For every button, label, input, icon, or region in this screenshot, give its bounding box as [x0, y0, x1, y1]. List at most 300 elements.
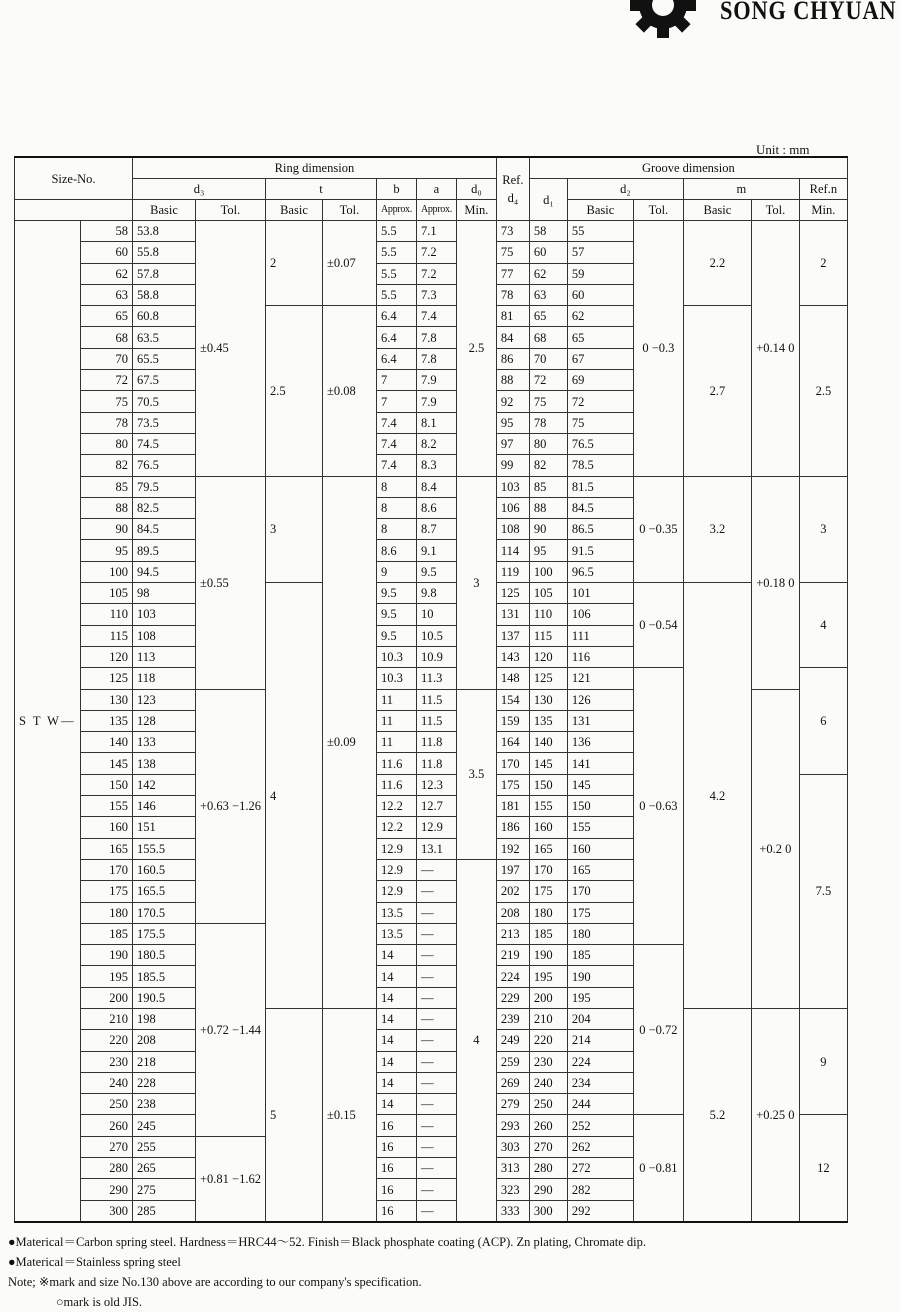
cell-d2-basic: 292 — [567, 1200, 633, 1222]
header-size-no: Size-No. — [15, 157, 133, 200]
cell-d1: 250 — [529, 1094, 567, 1115]
cell-ref-d4: 95 — [496, 412, 529, 433]
cell-size-no: 88 — [81, 497, 133, 518]
cell-t-basic: 2.5 — [265, 306, 322, 476]
cell-d3-basic: 67.5 — [133, 370, 196, 391]
cell-d2-basic: 204 — [567, 1008, 633, 1029]
cell-a-approx: — — [416, 1008, 456, 1029]
cell-b-approx: 10.3 — [376, 668, 416, 689]
note-material-stainless: ●Materical＝Stainless spring steel — [8, 1255, 181, 1269]
cell-d3-tol: ±0.55 — [196, 476, 266, 689]
cell-b-approx: 8 — [376, 519, 416, 540]
cell-a-approx: 7.2 — [416, 263, 456, 284]
cell-d3-basic: 198 — [133, 1008, 196, 1029]
cell-ref-d4: 78 — [496, 284, 529, 305]
cell-b-approx: 16 — [376, 1179, 416, 1200]
cell-size-no: 175 — [81, 881, 133, 902]
cell-d1: 110 — [529, 604, 567, 625]
cell-d1: 100 — [529, 561, 567, 582]
cell-d3-basic: 79.5 — [133, 476, 196, 497]
cell-d3-basic: 73.5 — [133, 412, 196, 433]
cell-d3-tol: +0.63 −1.26 — [196, 689, 266, 923]
cell-d2-tol: 0 −0.35 — [633, 476, 683, 582]
cell-size-no: 82 — [81, 455, 133, 476]
cell-a-approx: 7.3 — [416, 284, 456, 305]
cell-b-approx: 14 — [376, 1008, 416, 1029]
cell-b-approx: 14 — [376, 945, 416, 966]
cell-d2-basic: 244 — [567, 1094, 633, 1115]
cell-d1: 95 — [529, 540, 567, 561]
cell-a-approx: — — [416, 859, 456, 880]
cell-a-approx: 12.3 — [416, 774, 456, 795]
cell-d2-basic: 214 — [567, 1030, 633, 1051]
cell-d1: 58 — [529, 221, 567, 242]
cell-d2-basic: 67 — [567, 348, 633, 369]
cell-b-approx: 16 — [376, 1115, 416, 1136]
cell-t-basic: 5 — [265, 1008, 322, 1221]
cell-ref-d4: 219 — [496, 945, 529, 966]
cell-size-no: 100 — [81, 561, 133, 582]
cell-size-no: 75 — [81, 391, 133, 412]
cell-a-approx: 8.1 — [416, 412, 456, 433]
cell-d3-basic: 146 — [133, 796, 196, 817]
cell-d2-basic: 101 — [567, 583, 633, 604]
note-material-carbon: ●Materical＝Carbon spring steel. Hardness＝HRC44～52. Finish＝Black phosphate coating (ACP). Zn plating, Chromate dip. — [8, 1235, 647, 1249]
cell-a-approx: 8.7 — [416, 519, 456, 540]
cell-ref-d4: 279 — [496, 1094, 529, 1115]
header-d2-tol: Tol. — [633, 200, 683, 221]
cell-d3-basic: 57.8 — [133, 263, 196, 284]
cell-ref-d4: 202 — [496, 881, 529, 902]
cell-ref-d4: 170 — [496, 753, 529, 774]
cell-b-approx: 5.5 — [376, 221, 416, 242]
cell-b-approx: 12.9 — [376, 838, 416, 859]
cell-b-approx: 12.2 — [376, 796, 416, 817]
cell-ref-d4: 293 — [496, 1115, 529, 1136]
cell-ref-d4: 192 — [496, 838, 529, 859]
cell-d2-basic: 185 — [567, 945, 633, 966]
cell-d2-basic: 72 — [567, 391, 633, 412]
header-ring-dimension: Ring dimension — [133, 157, 497, 179]
cell-d3-basic: 170.5 — [133, 902, 196, 923]
cell-d1: 240 — [529, 1072, 567, 1093]
cell-ref-d4: 81 — [496, 306, 529, 327]
cell-d3-basic: 180.5 — [133, 945, 196, 966]
cell-d2-basic: 126 — [567, 689, 633, 710]
cell-size-no: 105 — [81, 583, 133, 604]
cell-ref-d4: 313 — [496, 1158, 529, 1179]
cell-a-approx: 10.9 — [416, 646, 456, 667]
cell-a-approx: — — [416, 966, 456, 987]
cell-ref-d4: 229 — [496, 987, 529, 1008]
cell-b-approx: 16 — [376, 1158, 416, 1179]
cell-a-approx: 11.5 — [416, 710, 456, 731]
header-a-approx: Approx. — [416, 200, 456, 221]
cell-a-approx: 13.1 — [416, 838, 456, 859]
cell-ref-d4: 108 — [496, 519, 529, 540]
cell-refn: 2 — [799, 221, 847, 306]
cell-m-basic: 2.7 — [683, 306, 751, 476]
header-t-tol: Tol. — [322, 200, 376, 221]
cell-d3-basic: 208 — [133, 1030, 196, 1051]
cell-a-approx: — — [416, 1030, 456, 1051]
cell-size-no: 180 — [81, 902, 133, 923]
cell-d2-basic: 136 — [567, 732, 633, 753]
table-row — [15, 1008, 848, 1029]
cell-d3-basic: 155.5 — [133, 838, 196, 859]
cell-d1: 185 — [529, 923, 567, 944]
cell-ref-d4: 97 — [496, 433, 529, 454]
cell-d1: 115 — [529, 625, 567, 646]
cell-d1: 165 — [529, 838, 567, 859]
header-d1: d₁ — [529, 179, 567, 221]
header-d2: d₂ — [567, 179, 683, 200]
cell-d3-basic: 65.5 — [133, 348, 196, 369]
header-t: t — [265, 179, 376, 200]
cell-ref-d4: 323 — [496, 1179, 529, 1200]
cell-b-approx: 10.3 — [376, 646, 416, 667]
cell-b-approx: 9.5 — [376, 625, 416, 646]
cell-d1: 190 — [529, 945, 567, 966]
cell-d3-basic: 190.5 — [133, 987, 196, 1008]
cell-size-no: 72 — [81, 370, 133, 391]
cell-d2-basic: 282 — [567, 1179, 633, 1200]
cell-d3-tol: ±0.45 — [196, 221, 266, 477]
cell-d2-basic: 76.5 — [567, 433, 633, 454]
brand-header — [622, 0, 900, 44]
cell-d3-basic: 138 — [133, 753, 196, 774]
header-b: b — [376, 179, 416, 200]
cell-d3-basic: 245 — [133, 1115, 196, 1136]
cell-ref-d4: 181 — [496, 796, 529, 817]
cell-m-basic: 5.2 — [683, 1008, 751, 1221]
cell-a-approx: 7.4 — [416, 306, 456, 327]
cell-ref-d4: 114 — [496, 540, 529, 561]
cell-size-no: 70 — [81, 348, 133, 369]
cell-a-approx: 7.1 — [416, 221, 456, 242]
cell-d2-tol: 0 −0.72 — [633, 945, 683, 1115]
cell-d1: 75 — [529, 391, 567, 412]
cell-d1: 270 — [529, 1136, 567, 1157]
cell-b-approx: 8 — [376, 497, 416, 518]
cell-t-basic: 2 — [265, 221, 322, 306]
header-size-no-blank — [15, 200, 133, 221]
cell-d3-basic: 94.5 — [133, 561, 196, 582]
cell-a-approx: 12.9 — [416, 817, 456, 838]
cell-size-no: 140 — [81, 732, 133, 753]
header-d3: d₃ — [133, 179, 266, 200]
cell-ref-d4: 99 — [496, 455, 529, 476]
cell-b-approx: 7 — [376, 370, 416, 391]
cell-d3-basic: 218 — [133, 1051, 196, 1072]
header-d3-tol: Tol. — [196, 200, 266, 221]
size-prefix: S T W— — [15, 221, 81, 1222]
cell-ref-d4: 75 — [496, 242, 529, 263]
cell-d1: 200 — [529, 987, 567, 1008]
cell-d3-basic: 63.5 — [133, 327, 196, 348]
cell-d1: 85 — [529, 476, 567, 497]
cell-refn: 4 — [799, 583, 847, 668]
cell-ref-d4: 84 — [496, 327, 529, 348]
cell-a-approx: 7.8 — [416, 348, 456, 369]
cell-d3-basic: 118 — [133, 668, 196, 689]
cell-ref-d4: 88 — [496, 370, 529, 391]
cell-size-no: 260 — [81, 1115, 133, 1136]
cell-b-approx: 8.6 — [376, 540, 416, 561]
cell-d2-tol: 0 −0.54 — [633, 583, 683, 668]
header-d3-basic: Basic — [133, 200, 196, 221]
cell-d2-basic: 69 — [567, 370, 633, 391]
cell-a-approx: 10 — [416, 604, 456, 625]
cell-a-approx: 9.8 — [416, 583, 456, 604]
cell-m-basic: 2.2 — [683, 221, 751, 306]
cell-a-approx: 7.8 — [416, 327, 456, 348]
cell-d1: 88 — [529, 497, 567, 518]
cell-size-no: 125 — [81, 668, 133, 689]
cell-d2-tol: 0 −0.3 — [633, 221, 683, 477]
cell-d3-basic: 265 — [133, 1158, 196, 1179]
header-refn-min: Min. — [799, 200, 847, 221]
table-row — [15, 306, 848, 327]
cell-d2-basic: 252 — [567, 1115, 633, 1136]
cell-d2-basic: 59 — [567, 263, 633, 284]
cell-d2-basic: 111 — [567, 625, 633, 646]
cell-d1: 180 — [529, 902, 567, 923]
cell-d1: 135 — [529, 710, 567, 731]
cell-d0: 4 — [456, 859, 496, 1222]
cell-a-approx: — — [416, 1179, 456, 1200]
cell-d3-basic: 165.5 — [133, 881, 196, 902]
cell-t-basic: 3 — [265, 476, 322, 582]
cell-d1: 220 — [529, 1030, 567, 1051]
cell-d3-basic: 123 — [133, 689, 196, 710]
cell-size-no: 290 — [81, 1179, 133, 1200]
cell-size-no: 120 — [81, 646, 133, 667]
cell-d2-basic: 165 — [567, 859, 633, 880]
cell-d3-tol: +0.81 −1.62 — [196, 1136, 266, 1222]
cell-d2-basic: 62 — [567, 306, 633, 327]
cell-d1: 62 — [529, 263, 567, 284]
cell-d2-basic: 190 — [567, 966, 633, 987]
cell-d3-basic: 285 — [133, 1200, 196, 1222]
cell-ref-d4: 86 — [496, 348, 529, 369]
cell-d3-basic: 108 — [133, 625, 196, 646]
cell-size-no: 270 — [81, 1136, 133, 1157]
header-a: a — [416, 179, 456, 200]
gear-logo-icon — [630, 0, 696, 38]
cell-a-approx: 9.5 — [416, 561, 456, 582]
cell-d3-basic: 238 — [133, 1094, 196, 1115]
cell-d2-tol: 0 −0.81 — [633, 1115, 683, 1222]
cell-m-tol: +0.2 0 — [751, 689, 799, 1008]
cell-d1: 175 — [529, 881, 567, 902]
notes — [8, 1232, 646, 1312]
cell-size-no: 90 — [81, 519, 133, 540]
cell-ref-d4: 125 — [496, 583, 529, 604]
cell-size-no: 185 — [81, 923, 133, 944]
cell-d2-basic: 65 — [567, 327, 633, 348]
cell-d1: 82 — [529, 455, 567, 476]
cell-ref-d4: 224 — [496, 966, 529, 987]
cell-d2-basic: 121 — [567, 668, 633, 689]
note-old-jis: ○mark is old JIS. — [56, 1295, 143, 1309]
cell-a-approx: 8.4 — [416, 476, 456, 497]
cell-b-approx: 14 — [376, 1094, 416, 1115]
cell-b-approx: 13.5 — [376, 923, 416, 944]
cell-b-approx: 7.4 — [376, 412, 416, 433]
cell-d1: 125 — [529, 668, 567, 689]
cell-b-approx: 14 — [376, 1030, 416, 1051]
header-d0-min: Min. — [456, 200, 496, 221]
header-m-tol: Tol. — [751, 200, 799, 221]
header-groove-dimension: Groove dimension — [529, 157, 847, 179]
cell-t-tol: ±0.15 — [322, 1008, 376, 1221]
unit-label: Unit : mm — [756, 142, 810, 157]
cell-a-approx: — — [416, 1051, 456, 1072]
cell-a-approx: 7.9 — [416, 391, 456, 412]
cell-refn: 6 — [799, 668, 847, 774]
cell-d3-basic: 82.5 — [133, 497, 196, 518]
cell-a-approx: — — [416, 987, 456, 1008]
cell-size-no: 65 — [81, 306, 133, 327]
table-row — [15, 476, 848, 497]
cell-a-approx: — — [416, 902, 456, 923]
cell-a-approx: 9.1 — [416, 540, 456, 561]
cell-m-tol: +0.14 0 — [751, 221, 799, 477]
cell-d3-basic: 70.5 — [133, 391, 196, 412]
cell-d1: 150 — [529, 774, 567, 795]
cell-d3-tol: +0.72 −1.44 — [196, 923, 266, 1136]
cell-size-no: 78 — [81, 412, 133, 433]
cell-d1: 65 — [529, 306, 567, 327]
table-row — [15, 221, 848, 242]
cell-a-approx: — — [416, 1115, 456, 1136]
cell-size-no: 58 — [81, 221, 133, 242]
cell-a-approx: 11.5 — [416, 689, 456, 710]
cell-d1: 72 — [529, 370, 567, 391]
header-m-basic: Basic — [683, 200, 751, 221]
cell-ref-d4: 103 — [496, 476, 529, 497]
cell-d3-basic: 113 — [133, 646, 196, 667]
cell-b-approx: 6.4 — [376, 327, 416, 348]
cell-b-approx: 11 — [376, 710, 416, 731]
cell-b-approx: 6.4 — [376, 306, 416, 327]
cell-d1: 160 — [529, 817, 567, 838]
cell-d3-basic: 142 — [133, 774, 196, 795]
cell-m-tol: +0.18 0 — [751, 476, 799, 689]
cell-b-approx: 14 — [376, 987, 416, 1008]
cell-b-approx: 16 — [376, 1136, 416, 1157]
cell-d2-basic: 84.5 — [567, 497, 633, 518]
header-ref-d4: Ref. d₄ — [496, 157, 529, 221]
cell-size-no: 170 — [81, 859, 133, 880]
cell-ref-d4: 186 — [496, 817, 529, 838]
cell-d3-basic: 255 — [133, 1136, 196, 1157]
cell-b-approx: 6.4 — [376, 348, 416, 369]
spec-table-body — [15, 221, 848, 1222]
cell-d0: 3 — [456, 476, 496, 689]
cell-d1: 300 — [529, 1200, 567, 1222]
cell-b-approx: 9.5 — [376, 604, 416, 625]
cell-a-approx: — — [416, 1072, 456, 1093]
cell-d1: 290 — [529, 1179, 567, 1200]
cell-ref-d4: 208 — [496, 902, 529, 923]
cell-a-approx: 8.6 — [416, 497, 456, 518]
cell-b-approx: 7.4 — [376, 455, 416, 476]
cell-d1: 260 — [529, 1115, 567, 1136]
cell-d3-basic: 103 — [133, 604, 196, 625]
cell-b-approx: 7 — [376, 391, 416, 412]
cell-a-approx: — — [416, 1094, 456, 1115]
cell-a-approx: 12.7 — [416, 796, 456, 817]
cell-d1: 230 — [529, 1051, 567, 1072]
cell-b-approx: 8 — [376, 476, 416, 497]
cell-b-approx: 9.5 — [376, 583, 416, 604]
cell-ref-d4: 92 — [496, 391, 529, 412]
cell-b-approx: 14 — [376, 966, 416, 987]
spec-table — [14, 156, 848, 1223]
cell-d2-basic: 141 — [567, 753, 633, 774]
cell-size-no: 220 — [81, 1030, 133, 1051]
cell-d1: 170 — [529, 859, 567, 880]
cell-a-approx: 8.3 — [416, 455, 456, 476]
cell-b-approx: 11.6 — [376, 774, 416, 795]
cell-d1: 90 — [529, 519, 567, 540]
cell-d2-basic: 116 — [567, 646, 633, 667]
cell-b-approx: 12.2 — [376, 817, 416, 838]
cell-b-approx: 11.6 — [376, 753, 416, 774]
cell-d3-basic: 98 — [133, 583, 196, 604]
cell-a-approx: 11.8 — [416, 732, 456, 753]
cell-d1: 68 — [529, 327, 567, 348]
cell-a-approx: 7.9 — [416, 370, 456, 391]
cell-b-approx: 9 — [376, 561, 416, 582]
cell-m-tol: +0.25 0 — [751, 1008, 799, 1221]
cell-a-approx: — — [416, 923, 456, 944]
cell-d1: 70 — [529, 348, 567, 369]
cell-b-approx: 13.5 — [376, 902, 416, 923]
cell-d1: 80 — [529, 433, 567, 454]
cell-a-approx: 10.5 — [416, 625, 456, 646]
cell-d0: 3.5 — [456, 689, 496, 859]
cell-t-tol: ±0.09 — [322, 476, 376, 1008]
cell-d1: 195 — [529, 966, 567, 987]
cell-size-no: 210 — [81, 1008, 133, 1029]
cell-d1: 78 — [529, 412, 567, 433]
cell-d2-basic: 60 — [567, 284, 633, 305]
cell-t-tol: ±0.08 — [322, 306, 376, 476]
cell-size-no: 115 — [81, 625, 133, 646]
cell-size-no: 130 — [81, 689, 133, 710]
cell-d2-basic: 224 — [567, 1051, 633, 1072]
cell-d3-basic: 228 — [133, 1072, 196, 1093]
cell-d2-basic: 81.5 — [567, 476, 633, 497]
cell-ref-d4: 175 — [496, 774, 529, 795]
cell-d3-basic: 133 — [133, 732, 196, 753]
cell-b-approx: 16 — [376, 1200, 416, 1222]
cell-size-no: 145 — [81, 753, 133, 774]
cell-ref-d4: 106 — [496, 497, 529, 518]
cell-size-no: 110 — [81, 604, 133, 625]
cell-d2-basic: 145 — [567, 774, 633, 795]
cell-t-tol: ±0.07 — [322, 221, 376, 306]
cell-b-approx: 5.5 — [376, 284, 416, 305]
header-refn: Ref.n — [799, 179, 847, 200]
cell-m-basic: 4.2 — [683, 583, 751, 1009]
cell-ref-d4: 73 — [496, 221, 529, 242]
cell-d2-basic: 150 — [567, 796, 633, 817]
cell-size-no: 195 — [81, 966, 133, 987]
